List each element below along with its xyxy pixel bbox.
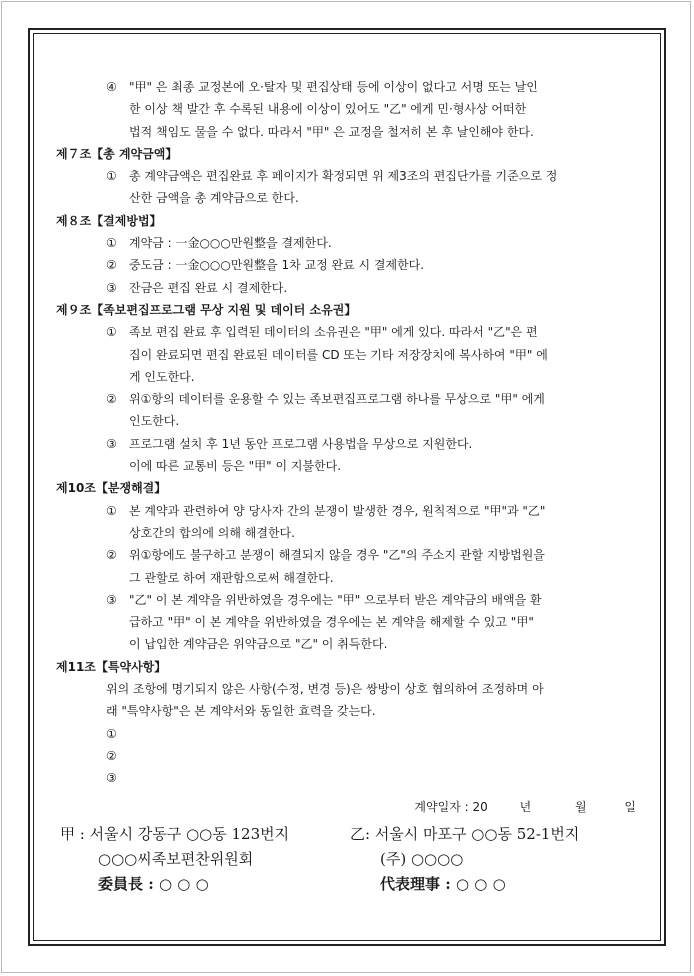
article9-item3-line: 이에 따른 교통비 등은 "甲" 이 지불한다.: [129, 459, 342, 474]
party-a-org: ○○○씨족보편찬위원회: [98, 850, 254, 868]
article8-item3: ③ 잔금은 편집 완료 시 결제한다.: [106, 280, 288, 295]
article10-heading: 제10조【분쟁해결】: [56, 481, 167, 496]
article6-item4: [56, 76, 638, 143]
article8-item1: ① 계약금 : 一金○○○만원整을 결제한다.: [106, 236, 332, 251]
article9-item1-line: 집이 완료되면 편집 완료된 데이터를 CD 또는 기타 저장장치에 복사하여 "甲" 에: [129, 347, 548, 362]
article9-item3: ③ 프로그램 설치 후 1년 동안 프로그램 사용법을 무상으로 지원한다.: [106, 436, 473, 451]
article7-heading: 제７조【총 계약금액】: [56, 146, 178, 161]
article7-item1: ① 총 계약금액은 편집완료 후 페이지가 확정되면 위 제3조의 편집단가를 기준으로 정: [106, 169, 558, 184]
article7-item1-line: 산한 금액을 총 계약금으로 한다.: [129, 191, 299, 206]
party-a-signatory: 委員長 : ○ ○ ○: [98, 875, 209, 893]
article8-item2: ② 중도금 : 一金○○○만원整을 1차 교정 완료 시 결제한다.: [106, 258, 425, 273]
article10-item2-line: 그 관할로 하여 재판함으로써 해결한다.: [129, 570, 334, 585]
article6-item4-line: "甲" 은 최종 교정본에 오·탈자 및 편집상태 등에 이상이 없다고 서명 또는 날인: [129, 80, 538, 94]
article6-item4-line: 법적 책임도 물을 수 없다. 따라서 "甲" 은 교정을 철저히 본 후 날인해야 한다.: [129, 124, 534, 139]
article11-intro-line: 래 "특약사항"은 본 계약서와 동일한 효력을 갖는다.: [106, 704, 376, 719]
article9-item2: ② 위①항의 데이터를 운용할 수 있는 족보편집프로그램 하나를 무상으로 "甲" 에게: [106, 392, 545, 407]
article9-item1: ① 족보 편집 완료 후 입력된 데이터의 소유권은 "甲" 에게 있다. 따라서 "乙"은 편: [106, 325, 538, 340]
article9-item2-line: 인도한다.: [129, 414, 180, 429]
party-b-org: (주) ○○○○: [380, 850, 464, 868]
article11-intro-line: 위의 조항에 명기되지 않은 사항(수정, 변경 등)은 쌍방이 상호 협의하여 조정하며 아: [106, 682, 544, 697]
article10-item2: ② 위①항에도 불구하고 분쟁이 해결되지 않을 경우 "乙"의 주소지 관할 지방법원을: [106, 548, 545, 563]
contract-date: [56, 794, 638, 820]
article10-item1-line: 상호간의 합의에 의해 해결한다.: [129, 525, 295, 540]
contract-date-label: 계약일자 : 20: [414, 799, 488, 814]
special-term-blank-3: ③: [106, 771, 117, 786]
article9-item1-line: 게 인도한다.: [129, 369, 195, 384]
special-term-blank-2: ②: [106, 748, 117, 763]
signature-block: [60, 822, 640, 897]
month-unit: 월: [574, 799, 587, 814]
article10-item3: ③ "乙" 이 본 계약을 위반하였을 경우에는 "甲" 으로부터 받은 계약금의 배액을 환: [106, 592, 542, 607]
article10-item3-line: 급하고 "甲" 이 본 계약을 위반하였을 경우에는 본 계약을 해제할 수 있고 "甲": [129, 615, 534, 630]
party-b-signatory: 代表理事 : ○ ○ ○: [380, 875, 506, 893]
special-term-blank-1: ①: [106, 726, 117, 741]
party-a-address: 甲 : 서울시 강동구 ○○동 123번지: [60, 825, 290, 843]
day-unit: 일: [624, 799, 636, 814]
item-number: ④: [106, 80, 117, 94]
contract-body: [56, 76, 638, 820]
article9-heading: 제９조【족보편집프로그램 무상 지원 및 데이터 소유권】: [56, 302, 357, 317]
party-b-address: 乙: 서울시 마포구 ○○동 52-1번지: [350, 825, 580, 843]
article10-item1: ① 본 계약과 관련하여 양 당사자 간의 분쟁이 발생한 경우, 원칙적으로 "甲"과 "乙": [106, 503, 546, 518]
article6-item4-line: 한 이상 책 발간 후 수록된 내용에 이상이 있어도 "乙" 에게 민·형사상 어떠한: [129, 102, 527, 117]
article8-heading: 제８조【결제방법】: [56, 213, 162, 228]
article11-heading: 제11조【특약사항】: [56, 659, 167, 674]
article10-item3-line: 이 납입한 계약금은 위약금으로 "乙" 이 취득한다.: [129, 637, 388, 652]
year-unit: 년: [519, 799, 532, 814]
